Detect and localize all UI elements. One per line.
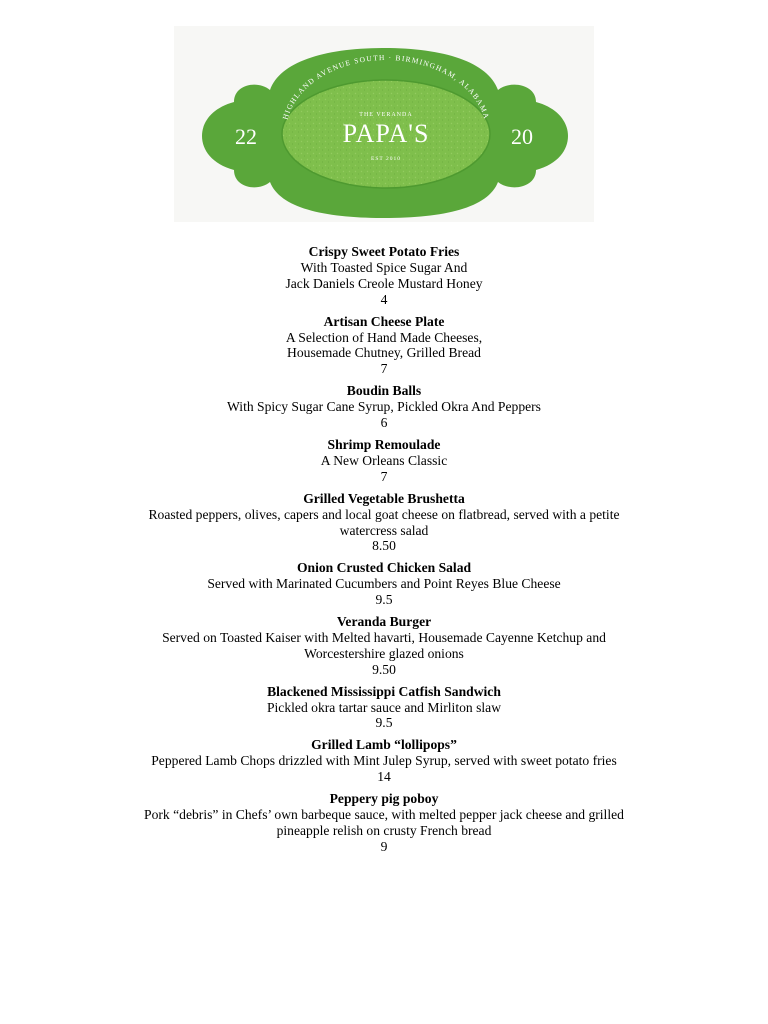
menu-item-name: Grilled Vegetable Brushetta	[303, 490, 465, 506]
logo-right-number: 20	[511, 124, 533, 149]
menu-item-name: Artisan Cheese Plate	[323, 313, 445, 329]
menu-item-price: 7	[380, 361, 388, 377]
menu-item	[40, 437, 728, 485]
menu-list	[40, 244, 728, 861]
menu-item-price: 4	[380, 291, 388, 307]
menu-item-name: Onion Crusted Chicken Salad	[296, 560, 472, 576]
logo-emblem	[174, 26, 594, 222]
menu-item-name: Boudin Balls	[346, 383, 422, 399]
menu-item-price: 6	[380, 415, 388, 431]
menu-item-description: Served with Marinated Cucumbers and Point Reyes Blue Cheese	[207, 576, 561, 592]
menu-item-name: Grilled Lamb “lollipops”	[311, 737, 457, 753]
restaurant-logo	[174, 26, 594, 222]
menu-item-description: A New Orleans Classic	[320, 452, 448, 468]
logo-left-number: 22	[235, 124, 257, 149]
menu-item-description: Served on Toasted Kaiser with Melted havarti, Housemade Cayenne Ketchup and Worcestershire glazed onions	[162, 629, 606, 661]
menu-item-price: 9.5	[375, 592, 393, 608]
logo-arc-text: HIGHLAND AVENUE SOUTH · BIRMINGHAM, ALABAMA	[280, 52, 492, 121]
menu-item-description: Roasted peppers, olives, capers and local goat cheese on flatbread, served with a petite watercress salad	[148, 506, 620, 538]
menu-item-price: 9.5	[375, 715, 393, 731]
menu-item-description: With Toasted Spice Sugar And Jack Daniels Creole Mustard Honey	[285, 259, 483, 291]
menu-item	[40, 614, 728, 678]
menu-item-price: 9	[380, 838, 388, 854]
menu-item-price: 7	[380, 468, 388, 484]
menu-item-name: Veranda Burger	[336, 614, 432, 630]
menu-item-price: 8.50	[372, 538, 396, 554]
logo-name: PAPA'S	[342, 119, 430, 148]
menu-item	[40, 791, 728, 855]
menu-item	[40, 244, 728, 308]
menu-item-price: 9.50	[372, 661, 396, 677]
logo-subtitle: THE VERANDA	[359, 112, 413, 118]
menu-item-name: Blackened Mississippi Catfish Sandwich	[267, 683, 501, 699]
menu-item-description: With Spicy Sugar Cane Syrup, Pickled Okra And Peppers	[227, 399, 541, 415]
menu-item-description: Pork “debris” in Chefs’ own barbeque sauce, with melted pepper jack cheese and grilled pineapple relish on crusty French bread	[144, 807, 624, 838]
menu-item	[40, 491, 728, 555]
menu-item	[40, 314, 728, 378]
menu-item-name: Shrimp Remoulade	[327, 436, 441, 452]
menu-item-description: A Selection of Hand Made Cheeses, Housemade Chutney, Grilled Bread	[285, 329, 483, 361]
menu-item	[40, 684, 728, 732]
menu-item-name: Crispy Sweet Potato Fries	[308, 244, 460, 259]
menu-item-description: Peppered Lamb Chops drizzled with Mint Julep Syrup, served with sweet potato fries	[151, 753, 617, 769]
menu-item-description: Pickled okra tartar sauce and Mirliton slaw	[266, 699, 502, 715]
menu-item	[40, 383, 728, 431]
menu-item	[40, 737, 728, 785]
logo-established: EST 2010	[370, 156, 402, 162]
menu-item-price: 14	[377, 769, 391, 785]
menu-item-name: Peppery pig poboy	[329, 791, 439, 807]
menu-item	[40, 560, 728, 608]
